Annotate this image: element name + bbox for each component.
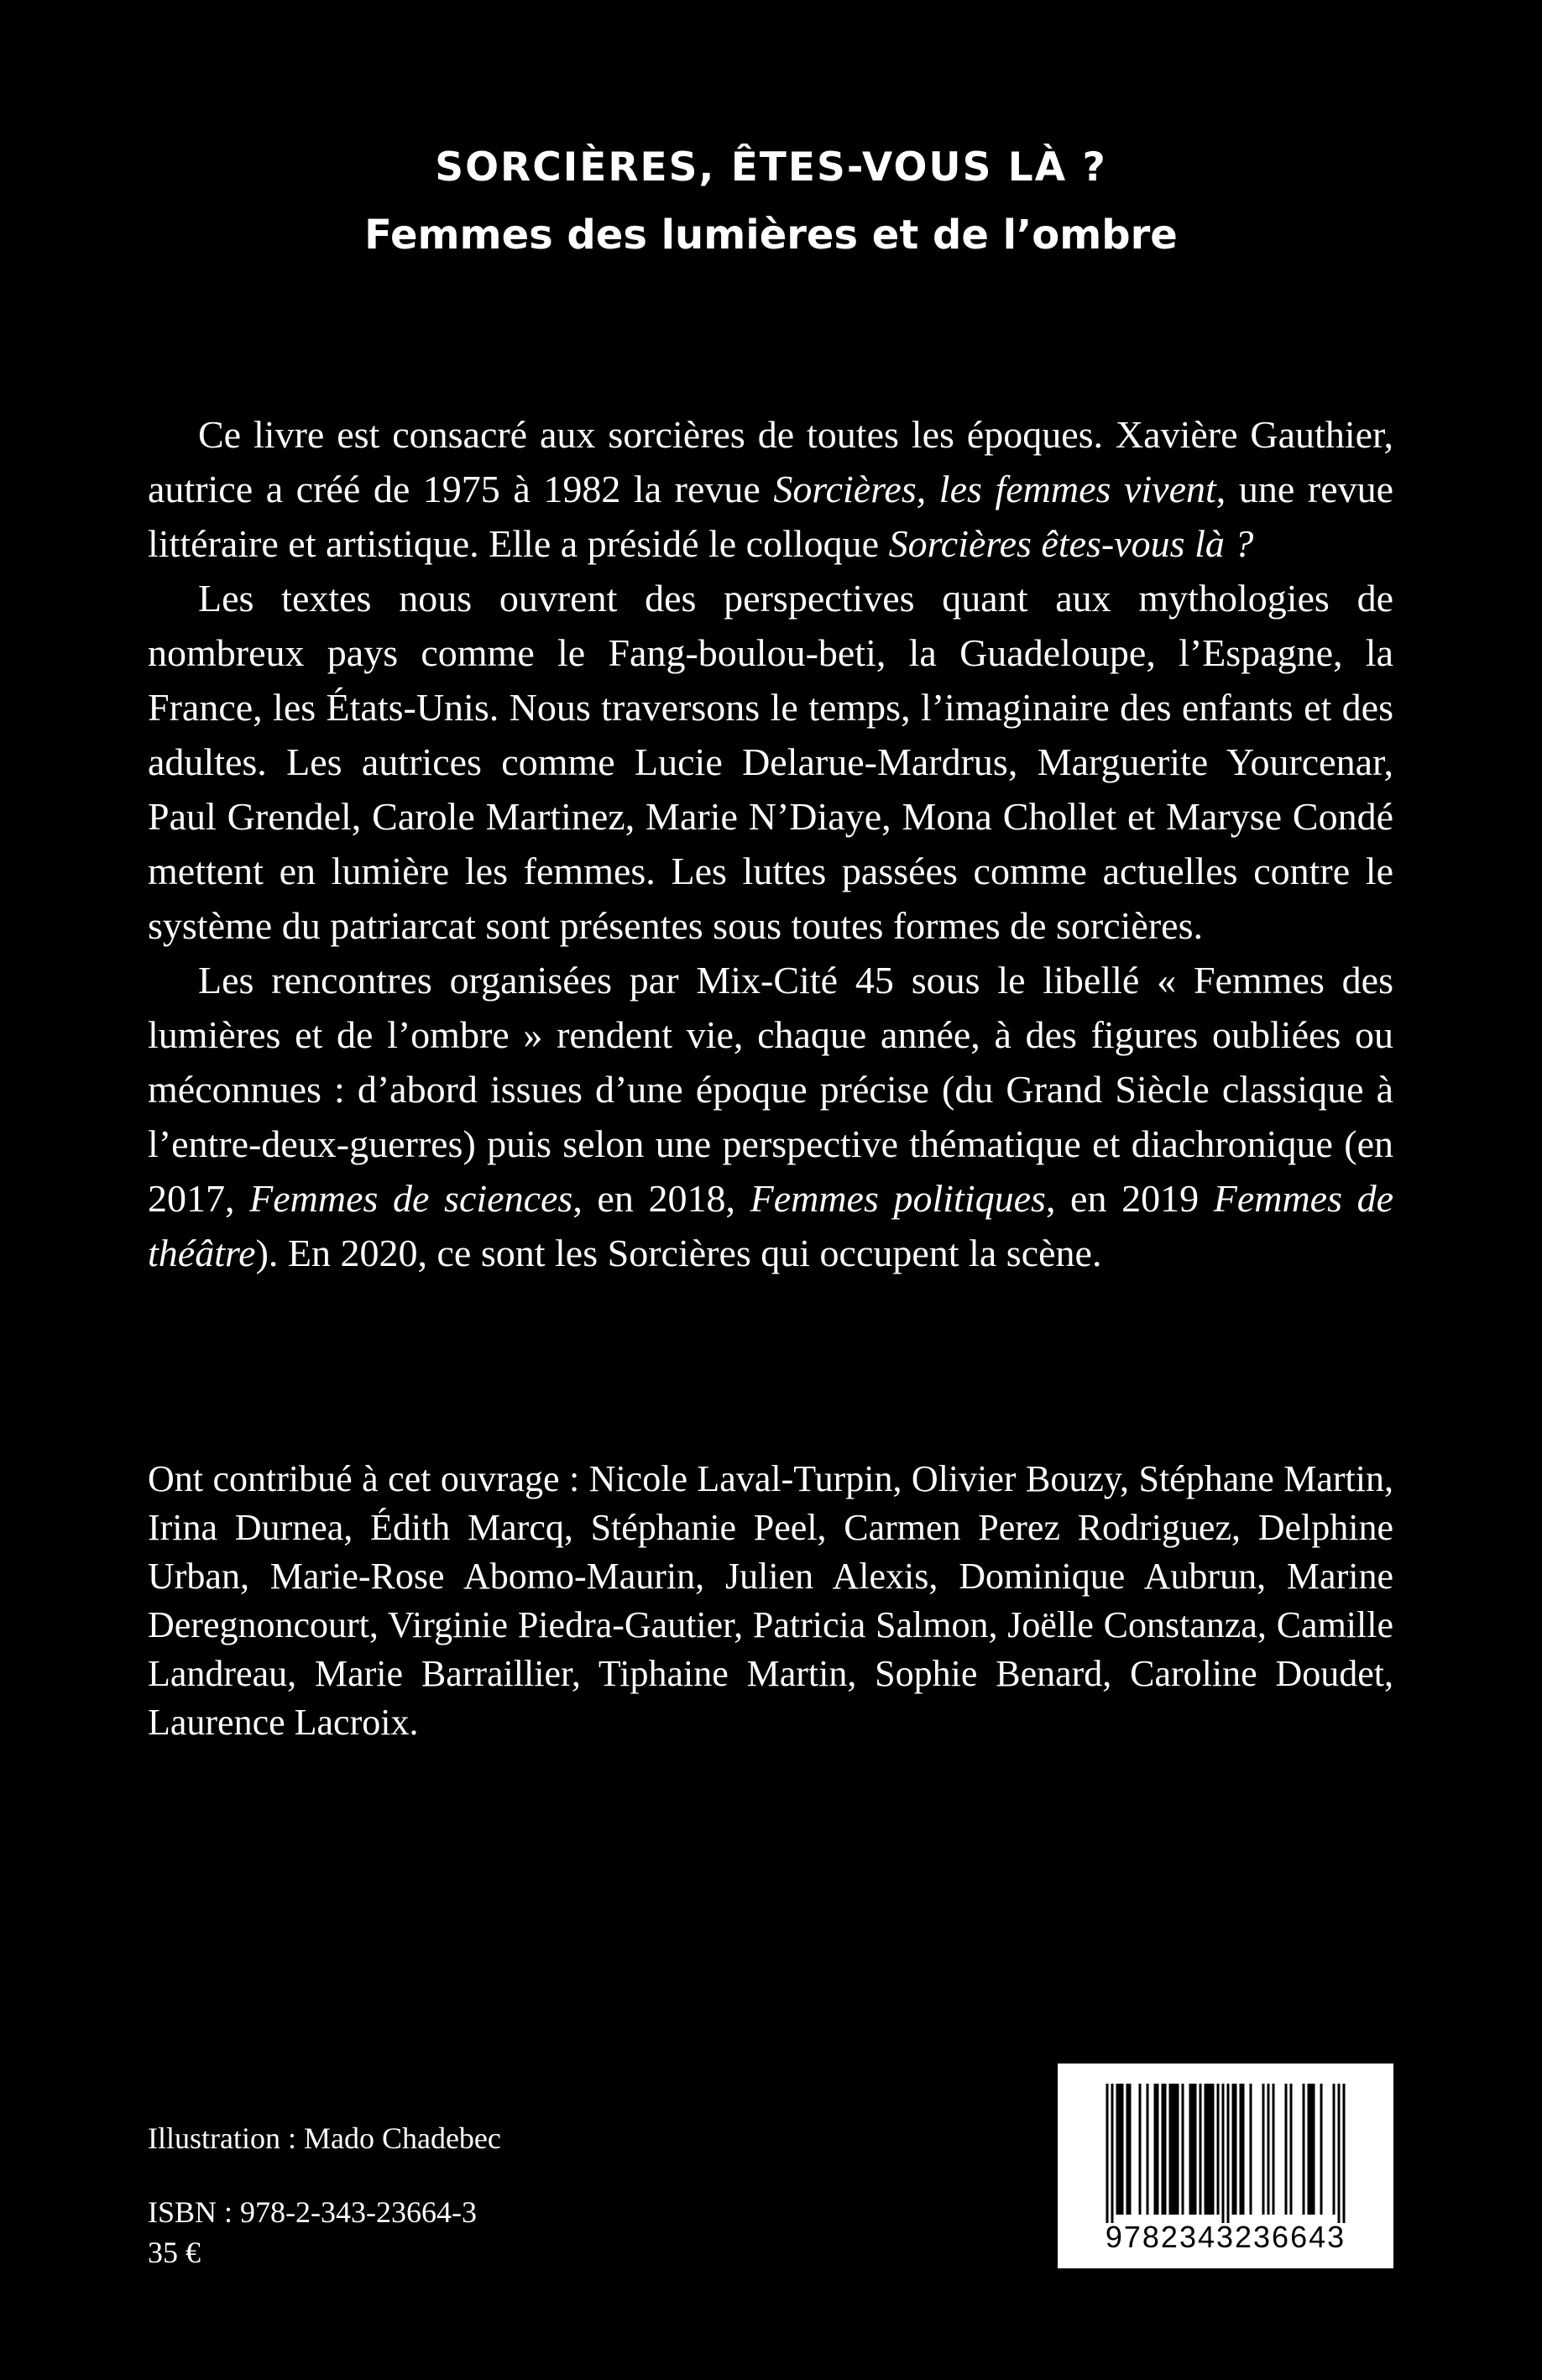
italic-text: Sorcières êtes-vous là ? xyxy=(888,522,1254,565)
barcode-bars xyxy=(1058,2064,1393,2223)
barcode-bar xyxy=(1217,2084,1220,2215)
barcode-bar xyxy=(1121,2084,1124,2215)
text-run: Les textes nous ouvrent des perspectives quant aux mythologies de nombreux pays comme le Fang-boulou-beti, la Guadeloupe, l’Espagne, la France, les États-Unis. Nous traversons le temps, l’imaginaire des enfants et des adultes. Les autrices comme Lucie Delarue-Mardrus, Marguerite Yourcenar, Paul Grendel, Carole Martinez, Marie N’Diaye, Mona Chollet et Maryse Condé mettent en lumière les femmes. Les luttes passées comme actuelles contre le système du patriarcat sont présentes sous toutes formes de sorcières. xyxy=(148,577,1393,947)
barcode-bar xyxy=(1210,2084,1212,2215)
barcode-bar xyxy=(1250,2084,1252,2215)
barcode-bar xyxy=(1290,2084,1293,2215)
barcode-bar xyxy=(1119,2084,1121,2215)
price: 35 € xyxy=(148,2236,201,2269)
text-run: , en 2018, xyxy=(572,1177,750,1220)
barcode-bar xyxy=(1157,2084,1159,2215)
barcode xyxy=(1058,2064,1393,2268)
barcode-bar xyxy=(1232,2084,1235,2215)
credits xyxy=(148,2118,501,2273)
contributors-list: Ont contribué à cet ouvrage : Nicole Laval-Turpin, Olivier Bouzy, Stéphane Martin, Irina Durnea, Édith Marcq, Stéphanie Peel, Carmen Perez Rodriguez, Delphine Urban, Marie-Rose Abomo-Maurin, Julien Alexis, Dominique Aubrun, Marine Deregnoncourt, Virginie Piedra-Gautier, Patricia Salmon, Joëlle Constanza, Camille Landreau, Marie Barraillier, Tiphaine Martin, Sophie Benard, Caroline Doudet, Laurence Lacroix. xyxy=(148,1458,1393,1743)
italic-text: Sorcières, les femmes vivent xyxy=(773,468,1216,510)
barcode-bar xyxy=(1207,2084,1210,2215)
text-run: ). En 2020, ce sont les Sorcières qui occupent la scène. xyxy=(255,1232,1102,1274)
book-subtitle: Femmes des lumières et de l’ombre xyxy=(364,212,1178,259)
barcode-bar xyxy=(1129,2084,1132,2215)
barcode-bar xyxy=(1303,2084,1305,2215)
paragraph xyxy=(148,571,1393,953)
barcode-bar xyxy=(1139,2084,1142,2215)
barcode-bar xyxy=(1177,2084,1179,2215)
italic-text: Femmes de théâtre xyxy=(148,1177,1394,1274)
barcode-bar xyxy=(1235,2084,1237,2215)
barcode-bar xyxy=(1147,2084,1149,2215)
illustration-credit: Illustration : Mado Chadebec xyxy=(148,2121,501,2155)
barcode-bar xyxy=(1268,2084,1270,2215)
paragraph xyxy=(148,407,1393,571)
barcode-bar xyxy=(1205,2084,1207,2215)
barcode-bar xyxy=(1338,2084,1341,2223)
paragraph xyxy=(148,953,1393,1280)
isbn: ISBN : 978-2-343-23664-3 xyxy=(148,2195,477,2229)
barcode-bar xyxy=(1126,2084,1129,2215)
italic-text: Femmes politiques xyxy=(750,1177,1046,1220)
barcode-bar xyxy=(1172,2084,1174,2215)
text-run: Ce livre est consacré aux sorcières de toutes les époques. Xavière Gauthier, autrice a créé de 1975 à 1982 la revue xyxy=(148,413,1393,510)
barcode-bar xyxy=(1174,2084,1177,2215)
barcode-bar xyxy=(1308,2084,1310,2215)
title-block xyxy=(0,134,1542,269)
barcode-bar xyxy=(1240,2084,1242,2215)
book-title: SORCIÈRES, ÊTES-VOUS LÀ ? xyxy=(435,144,1107,191)
text-run: , une revue littéraire et artistique. Elle a présidé le colloque xyxy=(148,468,1393,565)
barcode-bar xyxy=(1212,2084,1215,2215)
barcode-bar xyxy=(1285,2084,1288,2215)
barcode-bar xyxy=(1313,2084,1315,2215)
barcode-bar xyxy=(1222,2084,1225,2223)
barcode-bar xyxy=(1192,2084,1194,2215)
barcode-bar xyxy=(1310,2084,1313,2215)
barcode-bar xyxy=(1200,2084,1202,2215)
barcode-number: 9782343236643 xyxy=(1105,2220,1346,2254)
barcode-bar xyxy=(1182,2084,1184,2215)
spacer xyxy=(148,2158,501,2192)
barcode-bar xyxy=(1189,2084,1192,2215)
barcode-bar xyxy=(1164,2084,1167,2215)
barcode-bar xyxy=(1169,2084,1172,2215)
barcode-bar xyxy=(1333,2084,1336,2215)
barcode-bar xyxy=(1194,2084,1197,2215)
barcode-bar xyxy=(1111,2084,1114,2223)
barcode-bar xyxy=(1320,2084,1323,2215)
barcode-bar xyxy=(1154,2084,1157,2215)
barcode-bar xyxy=(1343,2084,1346,2223)
barcode-bar xyxy=(1242,2084,1245,2215)
barcode-bar xyxy=(1162,2084,1164,2215)
barcode-bar xyxy=(1227,2084,1230,2223)
back-cover-description xyxy=(148,407,1393,1280)
barcode-bar xyxy=(1116,2084,1119,2215)
text-run: Les rencontres organisées par Mix-Cité 45 sous le libellé « Femmes des lumières et de l’ombre » rendent vie, chaque année, à des figures oubliées ou méconnues : d’abord issues d’une époque précise (du Grand Siècle classique à l’entre-deux-guerres) puis selon une perspective thématique et diachronique (en 2017, xyxy=(148,959,1393,1220)
text-run: , en 2019 xyxy=(1045,1177,1214,1220)
barcode-bar xyxy=(1106,2084,1109,2223)
barcode-bar xyxy=(1273,2084,1275,2215)
barcode-bar xyxy=(1262,2084,1265,2215)
italic-text: Femmes de sciences xyxy=(249,1177,573,1220)
